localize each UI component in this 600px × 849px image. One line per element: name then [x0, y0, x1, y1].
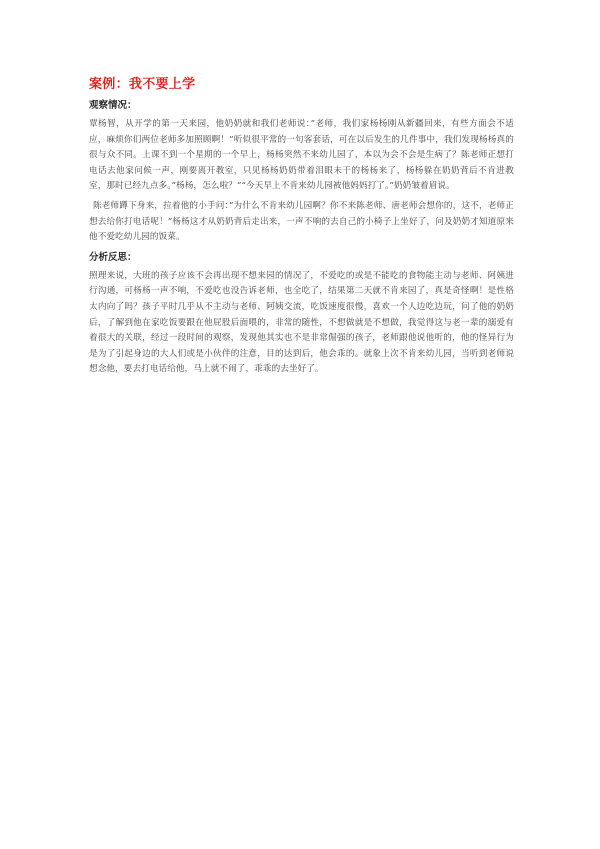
paragraph-reflection-1: 照理来说，大班的孩子应该不会再出现不想来园的情况了，不爱吃的或是不能吃的食物能主动与老师、阿姨进行沟通，可杨杨一声不响，不爱吃也没告诉老师，也全吃了，结果第二天就不肯来园了，真是奇怪啊！是性格太内向了吗？孩子平时几乎从不主动与老师、阿姨交流，吃饭速度很慢，喜欢一个人边吃边玩，问了他的奶奶后，了解到他在家吃饭要跟在他屁股后面喂的，非常的随性，不想做就是不想做，我觉得这与老一辈的溺爱有着很大的关联，经过一段时间的观察，发现他其实也不是非常倔强的孩子，老师跟他说他听的，他的怪异行为是为了引起身边的大人们或是小伙伴的注意，目的达到后，他会乖的。就象上次不肯来幼儿园，当听到老师说想念他，要去打电话给他，马上就不闹了，乖乖的去坐好了。	[89, 270, 514, 375]
paragraph-observation-1: 覃杨智，从开学的第一天来园，他奶奶就和我们老师说：”老师，我们家杨杨刚从新疆回来，有些方面会不适应，麻烦你们两位老师多加照顾啊！”听似很平常的一句客套话，可在以后发生的几件事中，我们发现杨杨真的很与众不同。上课不到一个星期的一个早上，杨杨突然不来幼儿园了，本以为会不会是生病了？陈老师正想打电话去他家问候一声，刚要离开教室，只见杨杨奶奶带着泪眼未干的杨杨来了，杨杨躲在奶奶背后不肯进教室，那时已经九点多。”杨杨，怎么啦？”“今天早上不肯来幼儿园被他妈妈打了。”奶奶皱着眉说。	[89, 119, 514, 192]
paragraph-observation-2: 陈老师蹲下身来，拉着他的小手问：”为什么不肯来幼儿园啊？你不来陈老师、唐老师会想你的，这不，老师正想去给你打电话呢！”杨杨这才从奶奶背后走出来，一声不响的去自己的小椅子上坐好了，问及奶奶才知道原来他不爱吃幼儿园的饭菜。	[89, 200, 514, 243]
section-reflection	[89, 250, 514, 378]
section-observation	[89, 98, 514, 246]
document-title: 案例：我不要上学	[89, 77, 196, 92]
section-heading-reflection: 分析反思：	[89, 251, 137, 263]
section-heading-observation: 观察情况：	[89, 100, 137, 111]
